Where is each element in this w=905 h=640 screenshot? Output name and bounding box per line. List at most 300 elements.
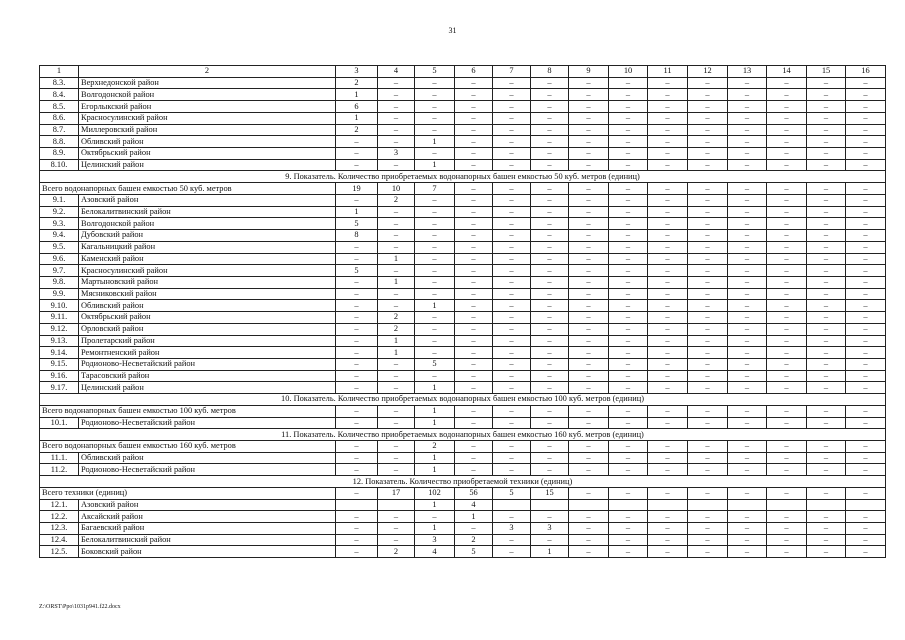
value-cell: – — [569, 370, 609, 382]
value-cell: – — [846, 312, 886, 324]
value-cell: – — [648, 417, 688, 429]
value-cell: – — [807, 312, 846, 324]
value-cell: – — [807, 464, 846, 476]
value-cell: – — [767, 358, 807, 370]
value-cell: – — [807, 183, 846, 195]
value-cell: 1 — [336, 89, 378, 101]
value-cell: – — [493, 534, 531, 546]
value-cell: 3 — [378, 148, 415, 160]
value-cell: – — [569, 206, 609, 218]
value-cell: 1 — [531, 546, 569, 558]
value-cell: – — [728, 206, 767, 218]
value-cell: – — [336, 148, 378, 160]
value-cell: – — [648, 206, 688, 218]
value-cell: – — [688, 347, 728, 359]
value-cell: – — [531, 312, 569, 324]
value-cell: – — [688, 253, 728, 265]
value-cell: – — [648, 347, 688, 359]
value-cell: – — [569, 148, 609, 160]
table-row — [40, 159, 886, 171]
district-name: Обливский район — [79, 136, 336, 148]
value-cell: – — [807, 335, 846, 347]
value-cell: – — [807, 206, 846, 218]
value-cell: – — [415, 230, 455, 242]
value-cell: – — [846, 382, 886, 394]
value-cell: – — [415, 206, 455, 218]
table-row — [40, 148, 886, 160]
value-cell: – — [336, 136, 378, 148]
value-cell: – — [846, 101, 886, 113]
value-cell: – — [688, 89, 728, 101]
table-row — [40, 276, 886, 288]
value-cell: – — [846, 358, 886, 370]
value-cell: – — [728, 300, 767, 312]
value-cell: – — [531, 124, 569, 136]
value-cell: 15 — [531, 487, 569, 499]
value-cell: – — [846, 452, 886, 464]
value-cell: – — [728, 183, 767, 195]
value-cell: – — [569, 405, 609, 417]
value-cell: – — [493, 452, 531, 464]
value-cell: – — [688, 312, 728, 324]
value-cell: – — [569, 358, 609, 370]
value-cell: – — [455, 452, 493, 464]
value-cell: 1 — [415, 452, 455, 464]
value-cell: – — [688, 159, 728, 171]
table-row — [40, 499, 886, 511]
district-name: Ремонтненский район — [79, 347, 336, 359]
value-cell: – — [807, 534, 846, 546]
value-cell: – — [569, 523, 609, 535]
district-name: Октябрьский район — [79, 312, 336, 324]
row-number: 9.5. — [40, 241, 79, 253]
value-cell: – — [807, 347, 846, 359]
value-cell: – — [569, 77, 609, 89]
table-row — [40, 253, 886, 265]
value-cell: – — [807, 148, 846, 160]
value-cell: – — [767, 288, 807, 300]
value-cell: – — [688, 358, 728, 370]
value-cell: – — [767, 230, 807, 242]
row-number: 9.7. — [40, 265, 79, 277]
column-number-cell: 7 — [493, 66, 531, 78]
value-cell: – — [455, 300, 493, 312]
row-number: 9.13. — [40, 335, 79, 347]
table-row — [40, 335, 886, 347]
value-cell: – — [807, 405, 846, 417]
value-cell: – — [531, 534, 569, 546]
value-cell: – — [415, 148, 455, 160]
value-cell: – — [455, 265, 493, 277]
value-cell: 7 — [415, 183, 455, 195]
district-name: Белокалитвинский район — [79, 534, 336, 546]
row-number: 9.8. — [40, 276, 79, 288]
table-row — [40, 534, 886, 546]
value-cell: – — [569, 441, 609, 453]
value-cell: 102 — [415, 487, 455, 499]
table-row — [40, 112, 886, 124]
value-cell — [767, 499, 807, 511]
value-cell: – — [728, 194, 767, 206]
value-cell: 1 — [415, 382, 455, 394]
value-cell: – — [569, 253, 609, 265]
column-number-cell: 10 — [609, 66, 648, 78]
value-cell: – — [807, 136, 846, 148]
row-number: 12.2. — [40, 511, 79, 523]
value-cell: – — [807, 452, 846, 464]
value-cell: – — [648, 136, 688, 148]
value-cell: – — [493, 112, 531, 124]
value-cell — [493, 499, 531, 511]
value-cell: – — [728, 312, 767, 324]
value-cell: – — [609, 452, 648, 464]
value-cell: – — [415, 312, 455, 324]
value-cell: – — [531, 241, 569, 253]
value-cell: – — [609, 112, 648, 124]
value-cell: – — [493, 101, 531, 113]
value-cell: – — [336, 487, 378, 499]
value-cell: – — [493, 206, 531, 218]
value-cell: – — [648, 230, 688, 242]
value-cell: – — [688, 183, 728, 195]
total-row — [40, 405, 886, 417]
value-cell: – — [336, 464, 378, 476]
value-cell: – — [455, 370, 493, 382]
value-cell: – — [728, 253, 767, 265]
district-name: Мясниковский район — [79, 288, 336, 300]
value-cell: – — [846, 347, 886, 359]
table-row — [40, 265, 886, 277]
value-cell: – — [531, 136, 569, 148]
row-number: 9.2. — [40, 206, 79, 218]
value-cell: – — [569, 112, 609, 124]
table-row — [40, 136, 886, 148]
value-cell: – — [455, 194, 493, 206]
value-cell: 5 — [336, 218, 378, 230]
value-cell: – — [648, 159, 688, 171]
value-cell: – — [846, 323, 886, 335]
value-cell: – — [846, 148, 886, 160]
value-cell: – — [688, 511, 728, 523]
value-cell: – — [846, 523, 886, 535]
value-cell: – — [531, 77, 569, 89]
value-cell: – — [767, 534, 807, 546]
value-cell: – — [728, 124, 767, 136]
value-cell: – — [569, 183, 609, 195]
value-cell: – — [493, 265, 531, 277]
section-heading: 9. Показатель. Количество приобретаемых водонапорных башен емкостью 50 куб. метров (единиц) — [40, 171, 886, 183]
value-cell: – — [378, 288, 415, 300]
value-cell: – — [728, 335, 767, 347]
value-cell: – — [807, 487, 846, 499]
value-cell: – — [609, 534, 648, 546]
row-number: 11.1. — [40, 452, 79, 464]
value-cell: – — [609, 358, 648, 370]
value-cell: – — [767, 312, 807, 324]
value-cell: – — [688, 534, 728, 546]
section-heading-row — [40, 476, 886, 488]
value-cell: – — [609, 276, 648, 288]
value-cell: – — [378, 382, 415, 394]
value-cell: 2 — [378, 323, 415, 335]
district-name: Октябрьский район — [79, 148, 336, 160]
value-cell: – — [493, 148, 531, 160]
value-cell: – — [609, 335, 648, 347]
table-row — [40, 124, 886, 136]
district-name: Обливский район — [79, 300, 336, 312]
value-cell: – — [648, 546, 688, 558]
value-cell: – — [569, 300, 609, 312]
value-cell — [807, 499, 846, 511]
value-cell: – — [493, 323, 531, 335]
value-cell: – — [493, 276, 531, 288]
value-cell: – — [728, 159, 767, 171]
value-cell: – — [846, 124, 886, 136]
value-cell: – — [378, 405, 415, 417]
value-cell: – — [609, 265, 648, 277]
value-cell: – — [728, 546, 767, 558]
value-cell: – — [846, 265, 886, 277]
district-name: Багаевский район — [79, 523, 336, 535]
value-cell: 4 — [415, 546, 455, 558]
value-cell: – — [609, 323, 648, 335]
row-number: 9.11. — [40, 312, 79, 324]
value-cell: – — [767, 464, 807, 476]
section-heading-row — [40, 429, 886, 441]
value-cell: – — [415, 335, 455, 347]
value-cell: – — [609, 300, 648, 312]
value-cell: – — [455, 523, 493, 535]
value-cell: – — [846, 441, 886, 453]
value-cell: – — [336, 276, 378, 288]
total-row — [40, 441, 886, 453]
value-cell: – — [728, 370, 767, 382]
value-cell: – — [455, 253, 493, 265]
row-number: 9.10. — [40, 300, 79, 312]
value-cell: – — [493, 124, 531, 136]
column-number-cell: 5 — [415, 66, 455, 78]
value-cell: – — [493, 89, 531, 101]
value-cell: – — [531, 112, 569, 124]
value-cell: – — [767, 77, 807, 89]
total-label: Всего водонапорных башен емкостью 160 куб. метров — [40, 441, 336, 453]
value-cell: – — [846, 335, 886, 347]
district-name: Миллеровский район — [79, 124, 336, 136]
value-cell: – — [807, 288, 846, 300]
column-number-cell: 9 — [569, 66, 609, 78]
value-cell: – — [688, 382, 728, 394]
value-cell: – — [846, 253, 886, 265]
value-cell: – — [648, 241, 688, 253]
value-cell: – — [415, 511, 455, 523]
value-cell: – — [807, 253, 846, 265]
table-row — [40, 288, 886, 300]
value-cell: – — [336, 288, 378, 300]
value-cell: – — [728, 112, 767, 124]
value-cell: – — [609, 312, 648, 324]
value-cell: – — [688, 417, 728, 429]
value-cell: – — [767, 335, 807, 347]
value-cell: – — [378, 370, 415, 382]
value-cell: – — [609, 441, 648, 453]
value-cell: – — [846, 112, 886, 124]
value-cell: – — [531, 265, 569, 277]
value-cell: – — [609, 523, 648, 535]
row-number: 12.4. — [40, 534, 79, 546]
value-cell: – — [609, 288, 648, 300]
value-cell: – — [455, 218, 493, 230]
value-cell: 1 — [378, 276, 415, 288]
value-cell: – — [648, 77, 688, 89]
row-number: 9.6. — [40, 253, 79, 265]
value-cell: – — [688, 136, 728, 148]
value-cell: – — [415, 276, 455, 288]
value-cell: – — [807, 101, 846, 113]
value-cell: – — [569, 89, 609, 101]
value-cell: – — [807, 358, 846, 370]
value-cell: – — [531, 452, 569, 464]
value-cell: – — [728, 452, 767, 464]
value-cell: – — [493, 546, 531, 558]
section-heading: 12. Показатель. Количество приобретаемой техники (единиц) — [40, 476, 886, 488]
value-cell: 6 — [336, 101, 378, 113]
value-cell: – — [728, 523, 767, 535]
table-row — [40, 300, 886, 312]
district-name: Кагальницкий район — [79, 241, 336, 253]
value-cell: – — [648, 89, 688, 101]
value-cell: – — [648, 194, 688, 206]
value-cell: – — [648, 312, 688, 324]
value-cell: – — [767, 523, 807, 535]
row-number: 8.7. — [40, 124, 79, 136]
value-cell: – — [493, 511, 531, 523]
value-cell: – — [807, 276, 846, 288]
row-number: 9.16. — [40, 370, 79, 382]
value-cell: 2 — [415, 441, 455, 453]
value-cell: – — [807, 265, 846, 277]
value-cell: 1 — [378, 347, 415, 359]
value-cell: – — [728, 464, 767, 476]
value-cell: – — [415, 288, 455, 300]
column-number-cell: 11 — [648, 66, 688, 78]
value-cell: – — [807, 112, 846, 124]
value-cell: – — [455, 323, 493, 335]
value-cell: – — [846, 487, 886, 499]
total-label: Всего техники (единиц) — [40, 487, 336, 499]
value-cell: – — [648, 265, 688, 277]
value-cell: – — [728, 534, 767, 546]
table-row — [40, 347, 886, 359]
value-cell: – — [455, 288, 493, 300]
table-row — [40, 452, 886, 464]
value-cell: – — [455, 417, 493, 429]
value-cell: – — [609, 546, 648, 558]
column-number-cell: 1 — [40, 66, 79, 78]
value-cell: – — [767, 253, 807, 265]
value-cell: – — [846, 89, 886, 101]
value-cell: – — [455, 335, 493, 347]
value-cell: – — [767, 101, 807, 113]
value-cell: – — [569, 335, 609, 347]
value-cell: 1 — [415, 499, 455, 511]
value-cell: – — [767, 546, 807, 558]
value-cell: – — [609, 347, 648, 359]
value-cell: – — [415, 89, 455, 101]
value-cell: – — [569, 136, 609, 148]
value-cell: – — [455, 312, 493, 324]
value-cell: – — [688, 288, 728, 300]
value-cell: 19 — [336, 183, 378, 195]
value-cell: – — [569, 417, 609, 429]
value-cell: – — [648, 288, 688, 300]
value-cell: – — [531, 370, 569, 382]
value-cell: – — [688, 523, 728, 535]
value-cell: – — [378, 230, 415, 242]
district-name: Пролетарский район — [79, 335, 336, 347]
value-cell: – — [648, 300, 688, 312]
value-cell: 1 — [336, 112, 378, 124]
value-cell: – — [648, 382, 688, 394]
value-cell: – — [569, 464, 609, 476]
district-name: Родионово-Несветайский район — [79, 358, 336, 370]
value-cell: – — [531, 183, 569, 195]
value-cell: – — [609, 206, 648, 218]
value-cell: – — [767, 183, 807, 195]
row-number: 9.3. — [40, 218, 79, 230]
value-cell: – — [648, 183, 688, 195]
section-heading: 11. Показатель. Количество приобретаемых водонапорных башен емкостью 160 куб. метров (единиц) — [40, 429, 886, 441]
value-cell: – — [728, 288, 767, 300]
value-cell: – — [569, 124, 609, 136]
row-number: 9.15. — [40, 358, 79, 370]
section-heading-row — [40, 394, 886, 406]
value-cell — [648, 499, 688, 511]
row-number: 9.9. — [40, 288, 79, 300]
value-cell: – — [846, 136, 886, 148]
row-number: 8.5. — [40, 101, 79, 113]
value-cell: – — [569, 194, 609, 206]
value-cell: – — [569, 276, 609, 288]
value-cell: – — [569, 241, 609, 253]
value-cell: – — [767, 347, 807, 359]
value-cell: – — [378, 358, 415, 370]
value-cell: – — [846, 194, 886, 206]
value-cell: – — [569, 265, 609, 277]
value-cell: – — [846, 230, 886, 242]
value-cell: – — [846, 159, 886, 171]
value-cell: – — [415, 347, 455, 359]
value-cell: – — [531, 276, 569, 288]
value-cell: – — [688, 452, 728, 464]
value-cell: – — [378, 89, 415, 101]
value-cell: – — [728, 382, 767, 394]
value-cell: – — [455, 112, 493, 124]
value-cell: 3 — [415, 534, 455, 546]
value-cell: – — [493, 370, 531, 382]
value-cell: – — [767, 452, 807, 464]
value-cell: – — [493, 77, 531, 89]
value-cell: – — [609, 194, 648, 206]
value-cell: – — [609, 370, 648, 382]
value-cell: – — [493, 194, 531, 206]
value-cell: – — [493, 405, 531, 417]
value-cell: – — [648, 335, 688, 347]
row-number: 8.3. — [40, 77, 79, 89]
value-cell: – — [336, 335, 378, 347]
value-cell: – — [688, 218, 728, 230]
total-row — [40, 183, 886, 195]
row-number: 9.12. — [40, 323, 79, 335]
